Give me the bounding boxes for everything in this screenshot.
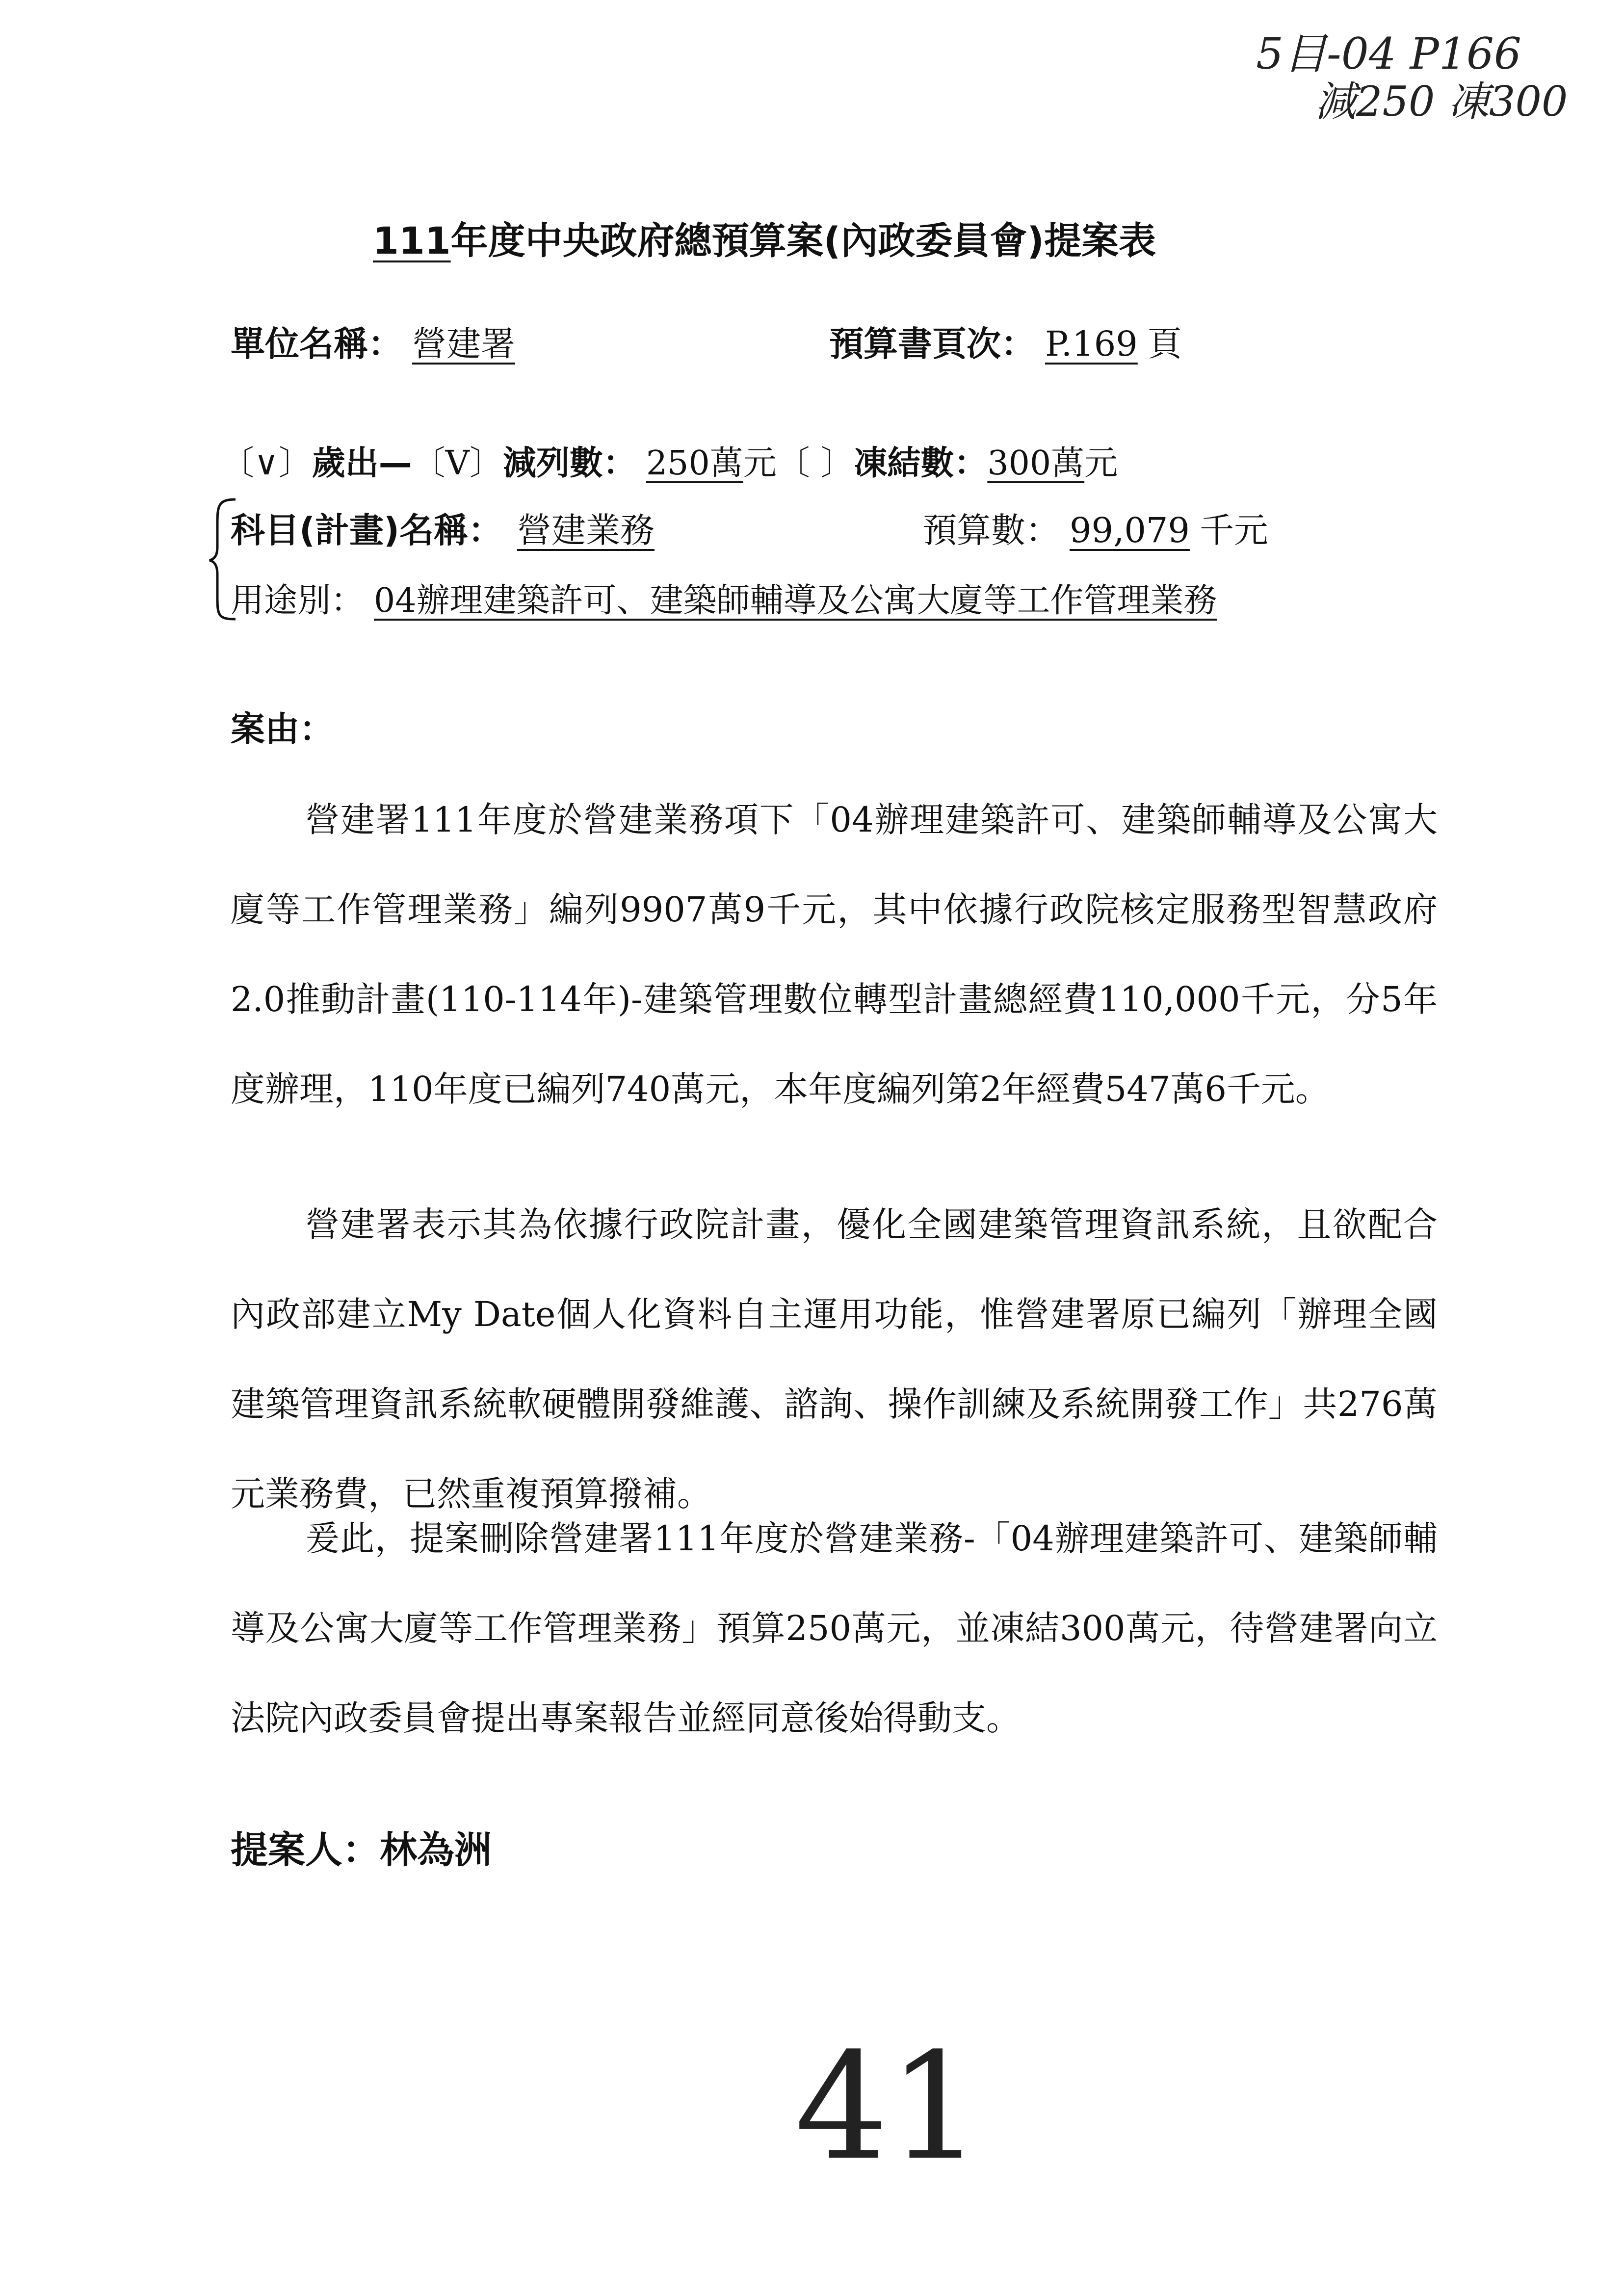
freeze-checkbox: 〔 〕: [776, 444, 854, 483]
reason-heading: 案由：: [231, 709, 334, 749]
unit-label: 單位名稱：: [231, 324, 402, 364]
proposer-name: 林為洲: [380, 1828, 492, 1872]
expense-checkbox: 〔∨〕: [221, 444, 312, 483]
page-ref-label: 預算書頁次：: [829, 324, 1035, 364]
budget-value: 99,079: [1070, 510, 1190, 550]
budget-unit: 千元: [1199, 510, 1268, 550]
reduce-unit: 元: [743, 444, 777, 483]
reason-paragraph-3: 爰此，提案刪除營建署111年度於營建業務-「04辦理建築許可、建築師輔導及公寓大廈等工作管理業務」預算250萬元，並凍結300萬元，待營建署向立法院內政委員會提出專案報告並經同意後始得動支。: [231, 1518, 1438, 1738]
reduce-label: 減列數：: [502, 444, 636, 483]
expense-label: 歲出—: [312, 444, 412, 483]
unit-row: [231, 316, 554, 366]
title-text: 年度中央政府總預算案(內政委員會)提案表: [450, 219, 1156, 262]
title-year: 111: [373, 219, 451, 262]
purpose-value: 04辦理建築許可、建築師輔導及公寓大廈等工作管理業務: [374, 581, 1217, 620]
subject-row: [231, 503, 684, 552]
handwritten-note-line2: [1315, 69, 1568, 128]
freeze-value: 300萬: [987, 444, 1085, 483]
freeze-unit: 元: [1084, 444, 1118, 483]
reduce-value: 250萬: [646, 444, 743, 483]
page-ref-row: [829, 316, 1182, 366]
proposer-row: [231, 1820, 492, 1874]
page-title: [373, 211, 1156, 264]
reduce-checkbox: 〔V〕: [412, 444, 503, 483]
handwritten-reduce: 減250: [1315, 78, 1435, 126]
reason-paragraph-2: 營建署表示其為依據行政院計畫，優化全國建築管理資訊系統，且欲配合內政部建立My Date個人化資料自主運用功能，惟營建署原已編列「辦理全國建築管理資訊系統軟硬體開發維護、諮詢、操作訓練及系統開發工作」共276萬元業務費，已然重複預算撥補。: [231, 1204, 1438, 1514]
handwritten-freeze: 凍300: [1448, 78, 1568, 126]
page-ref-value: P.169: [1045, 324, 1138, 364]
subject-label: 科目(計畫)名稱：: [231, 510, 502, 550]
page-number: 41: [795, 2021, 982, 2192]
budget-label: 預算數：: [922, 510, 1060, 550]
unit-value: 營建署: [412, 324, 515, 364]
freeze-label: 凍結數：: [854, 444, 988, 483]
budget-row: [922, 503, 1268, 552]
page-ref-suffix: 頁: [1147, 324, 1182, 364]
purpose-label: 用途別：: [231, 581, 365, 620]
subject-value: 營建業務: [517, 510, 655, 550]
purpose-row: [231, 574, 1217, 622]
handwritten-note-line1: 5目-04 P166: [1256, 28, 1521, 79]
reason-paragraph-1: 營建署111年度於營建業務項下「04辦理建築許可、建築師輔導及公寓大廈等工作管理業務」編列9907萬9千元，其中依據行政院核定服務型智慧政府2.0推動計畫(110-114年)-建築管理數位轉型計畫總經費110,000千元，分5年度辦理，110年度已編列740萬元，本年度編列第2年經費547萬6千元。: [231, 800, 1438, 1109]
proposer-label: 提案人：: [231, 1828, 380, 1872]
expense-line: [221, 437, 1118, 484]
